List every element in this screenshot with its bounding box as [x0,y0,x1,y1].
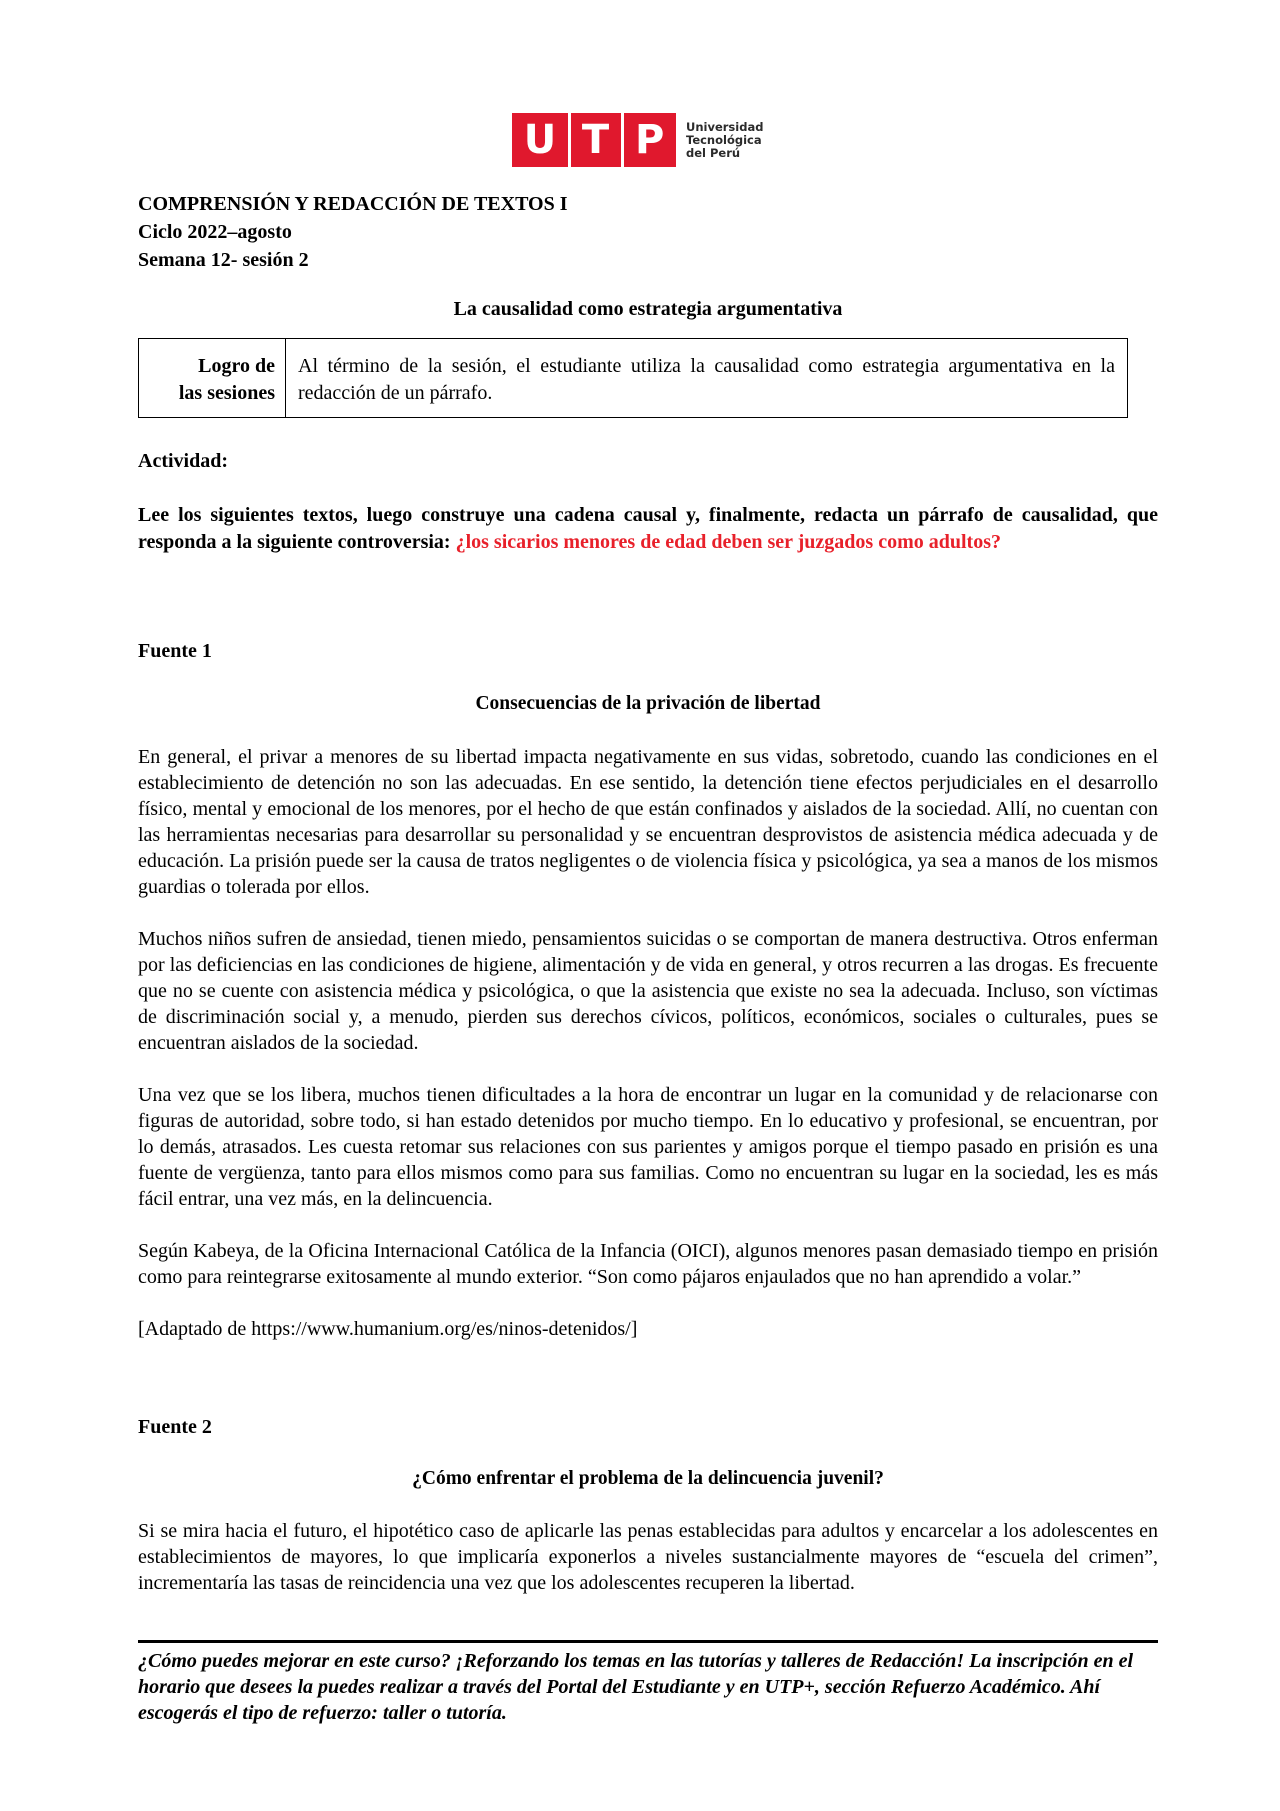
activity-instruction [138,502,1158,556]
cycle-label: Ciclo 2022–agosto [138,221,292,243]
session-title: La causalidad como estrategia argumentativa [453,298,843,320]
footer-note: ¿Cómo puedes mejorar en este curso? ¡Reforzando los temas en las tutorías y talleres de Redacción! La inscripción en el horario que desees la puedes realizar a través del Portal del Estudiante y en UTP+, sección Refuerzo Académico. Ahí escogerás el tipo de refuerzo: taller o tutoría. [138,1650,1133,1724]
source-1-title: Consecuencias de la privación de libertad [475,693,821,714]
logo-letter-p: P [634,117,665,163]
session-goal-label-line-1: Logro de [198,355,275,377]
logo-line-1: Universidad [686,119,764,134]
document-header [138,190,568,274]
utp-logo-wordmark [686,121,763,160]
activity-instruction-text: Lee los siguientes textos, luego construye una cadena causal y, finalmente, redacta un párrafo de causalidad, que responda a la siguiente controversia: [138,504,1158,553]
logo-line-2: Tecnológica [686,132,762,147]
source-1-citation: [Adaptado de https://www.humanium.org/es/ninos-detenidos/] [138,1318,638,1340]
logo-line-3: del Perú [686,145,741,160]
logo-separator [568,113,571,167]
utp-logo-mark [512,113,676,167]
source-2-paragraph: Si se mira hacia el futuro, el hipotético caso de aplicarle las penas establecidas para adultos y encarcelar a los adolescentes en establecimientos de mayores, lo que implicaría exponerlos a niveles sustancialmente mayores de “escuela del crimen”, incrementaría las tasas de reincidencia una vez que los adolescentes recuperen la libertad. [138,1520,1158,1594]
session-goal-table [138,338,1128,418]
footer-divider [138,1640,1158,1643]
course-title: COMPRENSIÓN Y REDACCIÓN DE TEXTOS I [138,193,568,215]
logo-letter-u: U [523,117,557,163]
source-1-paragraph-3: Una vez que se los libera, muchos tienen dificultades a la hora de encontrar un lugar en la comunidad y de relacionarse con figuras de autoridad, sobre todo, si han estado detenidos por mucho tiempo. En lo educativo y profesional, se encuentran, por lo demás, atrasados. Les cuesta retomar sus relaciones con sus parientes y amigos porque el tiempo pasado en prisión es una fuente de vergüenza, tanto para ellos mismos como para sus familias. Como no encuentran su lugar en la sociedad, les es más fácil entrar, una vez más, en la delincuencia. [138,1084,1158,1210]
session-goal-text: Al término de la sesión, el estudiante utiliza la causalidad como estrategia argumentativa en la redacción de un párrafo. [298,355,1115,404]
source-1-label: Fuente 1 [138,640,212,662]
controversy-question: ¿los sicarios menores de edad deben ser juzgados como adultos? [455,531,1001,553]
logo-letter-t: T [581,117,610,163]
session-goal-label [139,339,286,417]
activity-heading: Actividad: [138,450,228,472]
source-1-paragraph-1: En general, el privar a menores de su libertad impacta negativamente en sus vidas, sobretodo, cuando las condiciones en el establecimiento de detención no son las adecuadas. En ese sentido, la detención tiene efectos perjudiciales en el desarrollo físico, mental y emocional de los menores, por el hecho de que están confinados y aislados de la sociedad. Allí, no cuentan con las herramientas necesarias para desarrollar su personalidad y se encuentran desprovistos de asistencia médica adecuada y de educación. La prisión puede ser la causa de tratos negligentes o de violencia física y psicológica, ya sea a manos de los mismos guardias o tolerada por ellos. [138,746,1158,898]
source-1-paragraph-4: Según Kabeya, de la Oficina Internacional Católica de la Infancia (OICI), algunos menores pasan demasiado tiempo en prisión como para reintegrarse exitosamente al mundo exterior. “Son como pájaros enjaulados que no han aprendido a volar.” [138,1240,1158,1288]
logo-separator [621,113,624,167]
utp-logo [512,112,763,168]
week-session-label: Semana 12- sesión 2 [138,249,309,271]
source-2-title: ¿Cómo enfrentar el problema de la delincuencia juvenil? [412,1468,884,1489]
source-1-paragraph-2: Muchos niños sufren de ansiedad, tienen miedo, pensamientos suicidas o se comportan de manera destructiva. Otros enferman por las deficiencias en las condiciones de higiene, alimentación y de vida en general, y otros recurren a las drogas. Es frecuente que no se cuente con asistencia médica y psicológica, o que la asistencia que existe no sea la adecuada. Incluso, son víctimas de discriminación social y, a menudo, pierden sus derechos cívicos, políticos, económicos, sociales o culturales, pues se encuentran aislados de la sociedad. [138,928,1158,1054]
source-2-label: Fuente 2 [138,1416,212,1438]
session-goal-label-line-2: las sesiones [178,382,275,404]
